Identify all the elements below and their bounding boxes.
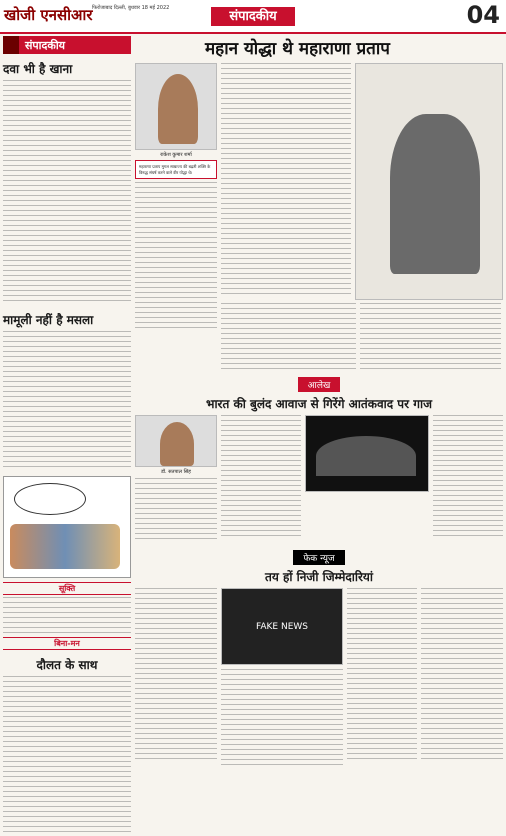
headline-1: दवा भी है खाना: [3, 62, 73, 76]
left-column: [3, 36, 131, 796]
story-2-author: डॉ. सतपाल सिंह: [161, 469, 191, 475]
story-3-body-4: [421, 588, 503, 763]
story-2-image: [305, 415, 429, 492]
editorial-mark-icon: [3, 36, 19, 54]
main-body-col2: [221, 63, 351, 298]
story-2-body-2: [221, 415, 301, 537]
story-3-body-2: [221, 669, 343, 765]
pull-quote: महाराणा प्रताप मुगल साम्राज्य की बढ़ती शक्ति के विरुद्ध संघर्ष करने वाले वीर योद्धा थे।: [135, 160, 217, 179]
section-title: संपादकीय: [0, 6, 506, 24]
bina-man-label: बिना-मन: [3, 637, 131, 650]
cartoon-people: [10, 524, 120, 569]
statue-photo: [355, 63, 503, 300]
main-body-col1: [135, 182, 217, 332]
article-body-1: [3, 80, 131, 305]
main-body-col4: [360, 303, 501, 370]
story-2-body-1: [135, 478, 217, 543]
section-tag-alekh: आलेख: [298, 377, 341, 392]
quote-label: सूक्ति: [3, 582, 131, 595]
page-number: 04: [466, 1, 500, 29]
article-body-2: [3, 331, 131, 471]
story-3-body-1: [135, 588, 217, 763]
story-2-headline: भारत की बुलंद आवाज से गिरेंगे आतंकवाद पर गाज: [206, 397, 432, 411]
headline-2: मामूली नहीं है मसला: [3, 313, 94, 327]
headline-3: दौलत के साथ: [36, 658, 98, 672]
section-tag-fake-news: फेक न्यूज: [293, 550, 344, 565]
story-2-body-3: [433, 415, 503, 537]
main-headline: महान योद्धा थे महाराणा प्रताप: [205, 39, 390, 59]
story-3-body-3: [347, 588, 417, 763]
masthead: [0, 0, 506, 34]
quote-body: [3, 597, 131, 633]
speech-bubble: [14, 483, 86, 515]
story-3-headline: तय हों निजी जिम्मेदारियां: [265, 570, 373, 584]
main-area: [135, 36, 503, 765]
brand-logo: खोजी एनसीआर: [4, 6, 93, 24]
author-photo: [135, 63, 217, 150]
editorial-label: संपादकीय: [3, 36, 131, 54]
article-body-3: [3, 676, 131, 836]
cartoon: [3, 476, 131, 578]
dateline: फिरोजाबाद दिल्ली, बुधवार 18 मई 2022: [92, 5, 170, 11]
story-2-author-photo: [135, 415, 217, 467]
main-body-col3: [221, 303, 356, 370]
fake-news-image: FAKE NEWS: [221, 588, 343, 665]
author-caption: राकेश कुमार शर्मा: [160, 152, 192, 158]
